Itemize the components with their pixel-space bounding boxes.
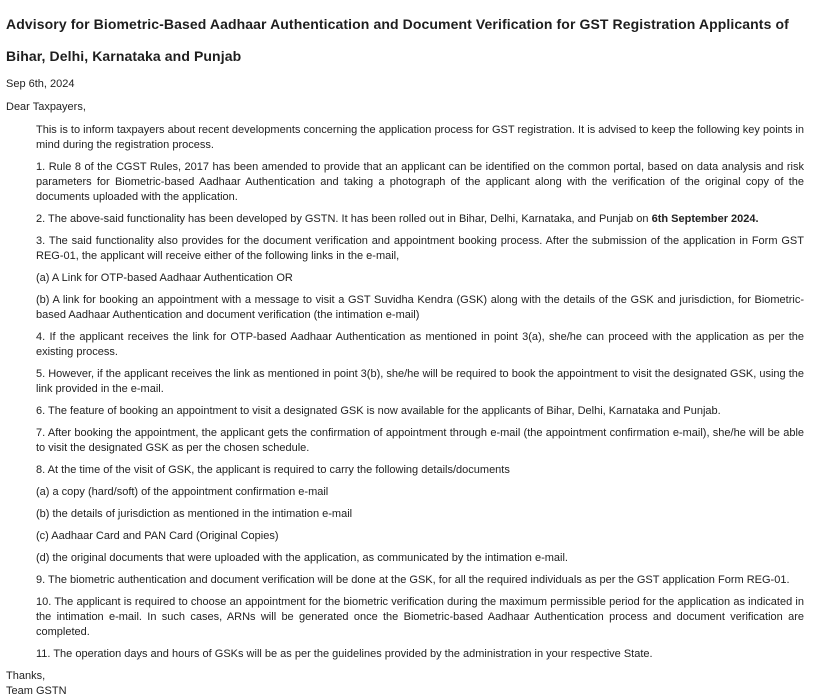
point-3a: (a) A Link for OTP-based Aadhaar Authentication OR xyxy=(36,272,293,284)
rollout-date: 6th September 2024. xyxy=(651,213,759,225)
point-5: 5. However, if the applicant receives the link as mentioned in point 3(b), she/he will be required to book the appointment to visit the designated GSK, using the link provided in the e-mail. xyxy=(36,368,805,395)
point-8a: (a) a copy (hard/soft) of the appointment confirmation e-mail xyxy=(36,486,329,498)
closing: Thanks, xyxy=(6,670,46,682)
point-2 xyxy=(36,212,804,227)
point-1: 1. Rule 8 of the CGST Rules, 2017 has been amended to provide that an applicant can be identified on the common portal, based on data analysis and risk parameters for Biometric-based Aadhaar Authentication and taking a photograph of the applicant along with the verification of the original copy of the documents uploaded with the application. xyxy=(36,161,804,203)
point-8: 8. At the time of the visit of GSK, the applicant is required to carry the following details/documents xyxy=(36,464,510,476)
point-2-text: 2. The above-said functionality has been developed by GSTN. It has been rolled out in Bihar, Delhi, Karnataka, and Punjab on xyxy=(36,213,652,225)
point-9: 9. The biometric authentication and document verification will be done at the GSK, for all the required individuals as per the GST application Form REG-01. xyxy=(36,574,790,586)
intro-paragraph: This is to inform taxpayers about recent developments concerning the application process for GST registration. It is advised to keep the following key points in mind during the registration process. xyxy=(36,124,804,151)
advisory-body xyxy=(6,123,814,662)
point-6: 6. The feature of booking an appointment to visit a designated GSK is now available for the applicants of Bihar, Delhi, Karnataka and Punjab. xyxy=(36,405,721,417)
point-3: 3. The said functionality also provides for the document verification and appointment booking process. After the submission of the application in Form GST REG-01, the applicant will receive either of the following links in the e-mail, xyxy=(36,235,804,262)
greeting: Dear Taxpayers, xyxy=(6,101,86,113)
point-3b: (b) A link for booking an appointment with a message to visit a GST Suvidha Kendra (GSK) along with the details of the GSK and jurisdiction, for Biometric-based Aadhaar Authentication and document verification (the intimation e-mail) xyxy=(36,294,804,321)
point-8d: (d) the original documents that were uploaded with the application, as communicated by the intimation e-mail. xyxy=(36,552,568,564)
point-8c: (c) Aadhaar Card and PAN Card (Original Copies) xyxy=(36,530,279,542)
point-8b: (b) the details of jurisdiction as mentioned in the intimation e-mail xyxy=(36,508,353,520)
advisory-date: Sep 6th, 2024 xyxy=(6,78,75,90)
page-title: Advisory for Biometric-Based Aadhaar Authentication and Document Verification for GST Registration Applicants of Bihar, Delhi, Karnataka and Punjab xyxy=(6,16,789,64)
point-10: 10. The applicant is required to choose an appointment for the biometric verification during the maximum permissible period for the application as indicated in the intimation e-mail. In such cases, ARNs will be generated once the Biometric-based Aadhaar Authentication process and document verification are completed. xyxy=(36,596,804,638)
point-7: 7. After booking the appointment, the applicant gets the confirmation of appointment through e-mail (the appointment confirmation e-mail), she/he will be able to visit the designated GSK as per the chosen schedule. xyxy=(36,427,804,454)
point-11: 11. The operation days and hours of GSKs will be as per the guidelines provided by the administration in your respective State. xyxy=(36,648,653,660)
signature: Team GSTN xyxy=(6,685,67,697)
point-4: 4. If the applicant receives the link for OTP-based Aadhaar Authentication as mentioned in point 3(a), she/he can proceed with the application as per the existing process. xyxy=(36,331,804,358)
